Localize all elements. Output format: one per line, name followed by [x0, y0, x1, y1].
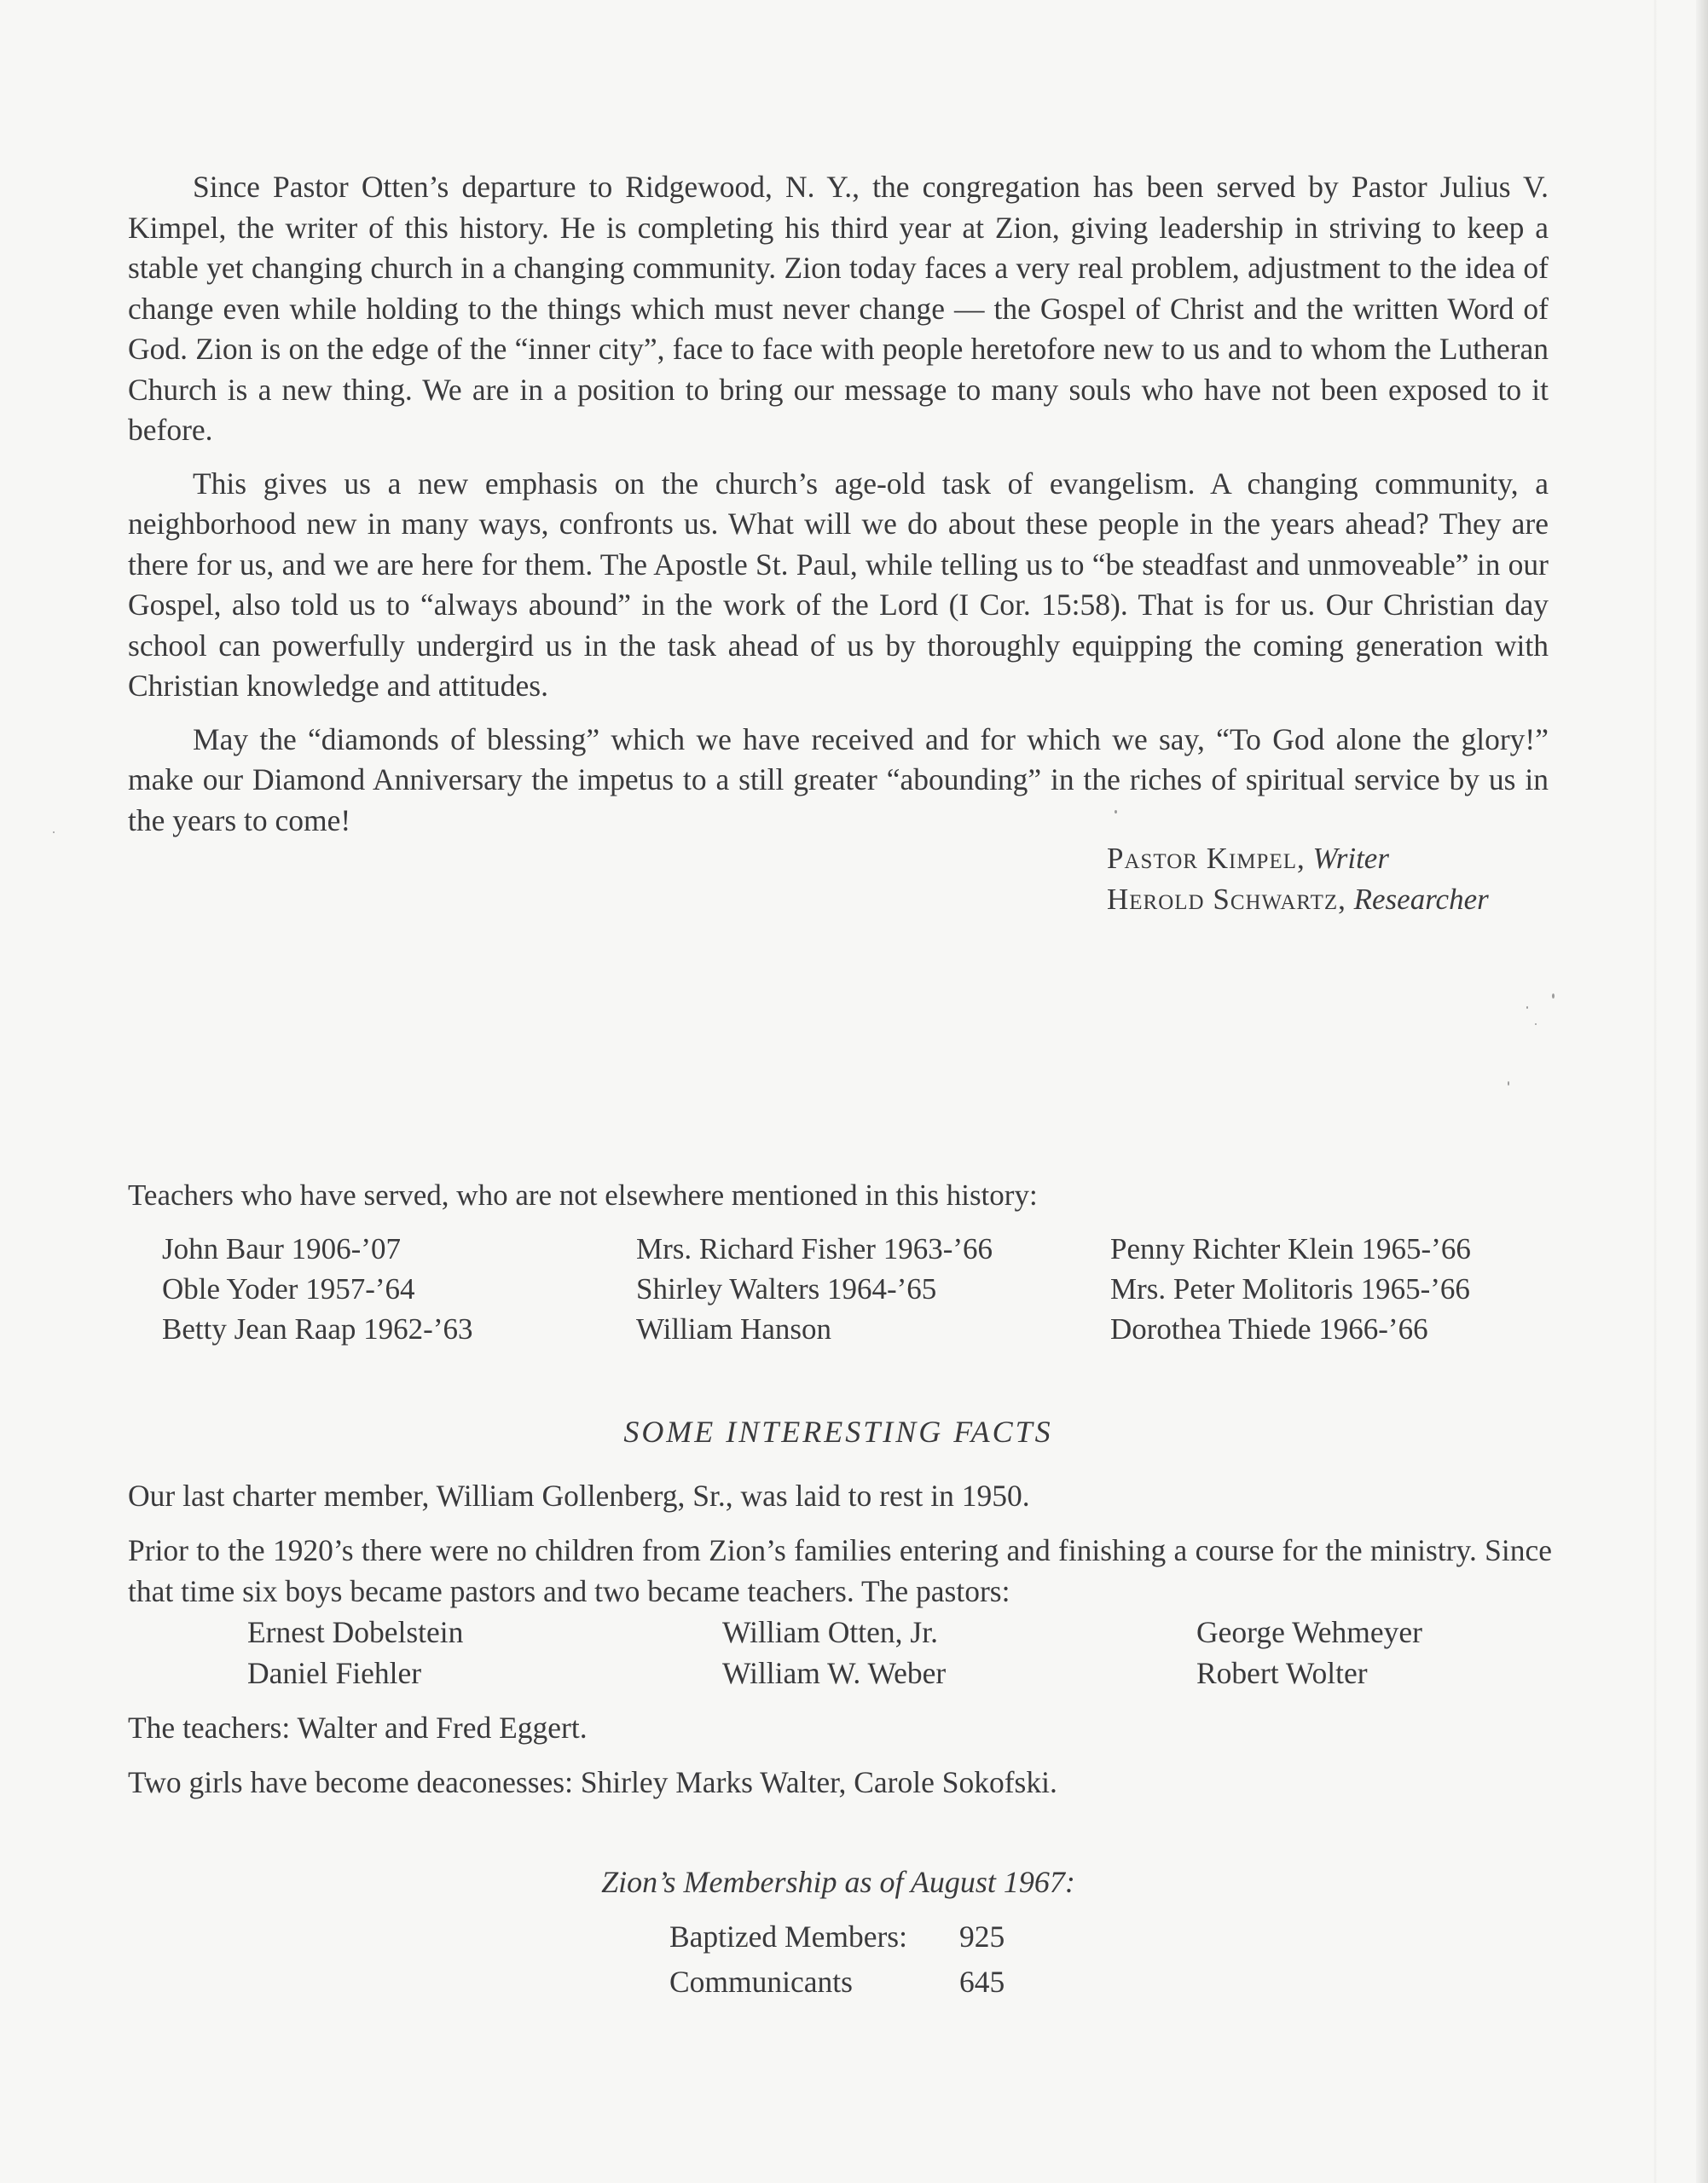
pastors-column-2 — [722, 1612, 946, 1694]
pastor-name: William Otten, Jr. — [722, 1615, 938, 1649]
teacher-name: Mrs. Richard Fisher 1963-’66 — [636, 1232, 993, 1265]
pastors-column-1 — [247, 1612, 463, 1694]
facts-section — [128, 1475, 1552, 1816]
fact-deaconesses: Two girls have become deaconesses: Shirley Marks Walter, Carole Sokofski. — [128, 1765, 1057, 1799]
baptized-value: 925 — [959, 1920, 1005, 1954]
page-edge — [1696, 0, 1708, 2183]
paper-speck — [1535, 1023, 1537, 1025]
history-paragraph-2: This gives us a new emphasis on the church’s age-old task of evangelism. A changing community, a neighborhood new in many ways, confronts us. What will we do about these people in the years ahead? They are there for us, and we are here for them. The Apostle St. Paul, while telling us to “be steadfast and unmoveable” in our Gospel, also told us to “always abound” in the work of the Lord (I Cor. 15:58). That is for us. Our Christian day school can powerfully undergird us in the task ahead of us by thoroughly equipping the coming generation with Christian knowledge and attitudes. — [128, 466, 1549, 703]
communicants-value: 645 — [959, 1965, 1005, 1999]
fact-charter-member: Our last charter member, William Gollenberg, Sr., was laid to rest in 1950. — [128, 1479, 1030, 1513]
teacher-name: Penny Richter Klein 1965-’66 — [1110, 1232, 1471, 1265]
teacher-name: William Hanson — [636, 1312, 831, 1346]
teacher-name: Betty Jean Raap 1962-’63 — [162, 1312, 473, 1346]
baptized-label: Baptized Members: — [669, 1920, 907, 1954]
fact-ministry: Prior to the 1920’s there were no children from Zion’s families entering and finishing a course for the ministry. Since that time six boys became pastors and two became teachers. The pastors: — [128, 1533, 1552, 1608]
pastors-column-3 — [1196, 1612, 1422, 1694]
teachers-column-2 — [636, 1229, 993, 1349]
researcher-role: Researcher — [1353, 883, 1489, 916]
pastor-name: George Wehmeyer — [1196, 1615, 1422, 1649]
history-paragraph-3: May the “diamonds of blessing” which we have received and for which we say, “To God alone the glory!” make our Diamond Anniversary the impetus to a still greater “abounding” in the riches of spiritual service by us in the years to come! — [128, 721, 1549, 837]
paper-speck — [1526, 1006, 1528, 1009]
history-text — [128, 167, 1549, 854]
writer-name: Pastor Kimpel, — [1107, 842, 1306, 875]
pastor-name: William W. Weber — [722, 1656, 947, 1690]
paper-speck — [1552, 993, 1555, 999]
researcher-name: Herold Schwartz, — [1107, 883, 1346, 916]
teachers-intro: Teachers who have served, who are not elsewhere mentioned in this history: — [128, 1178, 1038, 1212]
communicants-label: Communicants — [669, 1965, 853, 1999]
teacher-name: Dorothea Thiede 1966-’66 — [1110, 1312, 1428, 1346]
signature-block — [1107, 838, 1489, 920]
signature-writer — [1107, 838, 1489, 879]
teacher-name: Oble Yoder 1957-’64 — [162, 1272, 415, 1306]
teacher-name: Mrs. Peter Molitoris 1965-’66 — [1110, 1272, 1470, 1306]
pastors-list — [128, 1612, 1552, 1694]
pastor-name: Daniel Fiehler — [247, 1656, 422, 1690]
teachers-column-3 — [1110, 1229, 1471, 1349]
signature-researcher — [1107, 879, 1489, 920]
fact-teachers: The teachers: Walter and Fred Eggert. — [128, 1711, 588, 1745]
pastor-name: Ernest Dobelstein — [247, 1615, 464, 1649]
paper-speck — [1508, 1081, 1509, 1086]
history-paragraph-1: Since Pastor Otten’s departure to Ridgewood, N. Y., the congregation has been served by Pastor Julius V. Kimpel, the writer of this history. He is completing his third year at Zion, giving leadership in striving to keep a stable yet changing church in a changing community. Zion today faces a very real problem, adjustment to the idea of change even while holding to the things which must never change — the Gospel of Christ and the written Word of God. Zion is on the edge of the “inner city”, face to face with people heretofore new to us and to whom the Lutheran Church is a new thing. We are in a position to bring our message to many souls who have not been exposed to it before. — [128, 170, 1549, 447]
facts-heading: SOME INTERESTING FACTS — [623, 1415, 1053, 1449]
membership-title: Zion’s Membership as of August 1967: — [601, 1865, 1075, 1899]
writer-role: Writer — [1312, 842, 1389, 875]
pastor-name: Robert Wolter — [1196, 1656, 1368, 1690]
page-fold — [1653, 0, 1657, 2183]
teacher-name: John Baur 1906-’07 — [162, 1232, 401, 1265]
paper-speck — [1115, 810, 1117, 814]
teacher-name: Shirley Walters 1964-’65 — [636, 1272, 937, 1306]
teachers-column-1 — [162, 1229, 473, 1349]
paper-speck — [53, 831, 55, 833]
